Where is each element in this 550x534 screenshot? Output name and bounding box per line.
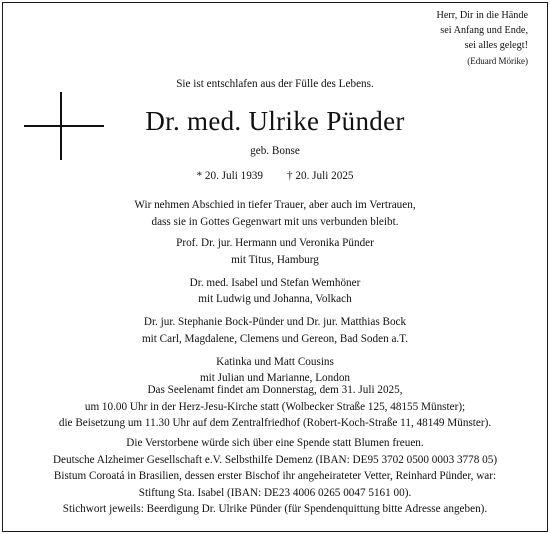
donation-line: Die Verstorbene würde sich über eine Spende statt Blumen freuen. (126, 437, 424, 449)
mourner-entry (0, 314, 550, 347)
mourner-line: mit Titus, Hamburg (231, 253, 319, 266)
service-info (0, 382, 550, 432)
donation-line: Bistum Coroatá in Brasilien, dessen erster Bischof ihr angeheirateter Vetter, Reinhard Pünder, war: (53, 470, 497, 482)
mourner-line: Dr. med. Isabel und Stefan Wemhöner (189, 276, 361, 289)
life-dates (0, 170, 550, 182)
born-name: geb. Bonse (250, 145, 300, 157)
motto-quote (436, 8, 528, 69)
mourner-line: mit Ludwig und Johanna, Volkach (198, 293, 352, 305)
message-line: Wir nehmen Abschied in tiefer Trauer, aber auch im Vertrauen, (134, 199, 416, 211)
motto-line: sei alles gelegt! (464, 40, 528, 51)
mourner-line: mit Carl, Magdalene, Clemens und Gereon, Bad Soden a.T. (141, 332, 409, 345)
motto-line: Herr, Dir in die Hände (436, 10, 528, 21)
donation-info (0, 435, 550, 518)
mourner-entry (0, 275, 550, 308)
intro-line: Sie ist entschlafen aus der Fülle des Lebens. (176, 78, 374, 90)
donation-line: Stichwort jeweils: Beerdigung Dr. Ulrike Pünder (für Spendenquittung bitte Adresse angeben). (62, 503, 488, 515)
farewell-message (0, 197, 550, 230)
donation-line: Deutsche Alzheimer Gesellschaft e.V. Selbsthilfe Demenz (IBAN: DE95 3702 0500 0003 3778 05) (52, 453, 498, 466)
service-line: Das Seelenamt findet am Donnerstag, dem 31. Juli 2025, (147, 384, 403, 396)
mourner-line: mit Julian und Marianne, London (199, 372, 351, 384)
motto-author: (Eduard Mörike) (467, 56, 528, 66)
mourner-entry (0, 235, 550, 268)
donation-line: Stiftung Sta. Isabel (IBAN: DE23 4006 0265 0047 5161 00). (138, 486, 412, 499)
deceased-name: Dr. med. Ulrike Pünder (145, 106, 405, 136)
death-date: † 20. Juli 2025 (287, 170, 354, 182)
service-line: die Beisetzung um 11.30 Uhr auf dem Zentralfriedhof (Robert-Koch-Straße 11, 48149 Münster). (58, 417, 492, 429)
service-line: um 10.00 Uhr in der Herz-Jesu-Kirche statt (Wolbecker Straße 125, 48155 Münster); (84, 400, 466, 413)
mourners-list (0, 235, 550, 393)
birth-date: * 20. Juli 1939 (196, 170, 263, 182)
mourner-line: Prof. Dr. jur. Hermann und Veronika Pünder (176, 237, 374, 249)
message-line: dass sie in Gottes Gegenwart mit uns verbunden bleibt. (151, 215, 399, 228)
mourner-line: Dr. jur. Stephanie Bock-Pünder und Dr. jur. Matthias Bock (143, 316, 407, 328)
motto-line: sei Anfang und Ende, (440, 25, 528, 36)
mourner-line: Katinka und Matt Cousins (216, 355, 334, 368)
